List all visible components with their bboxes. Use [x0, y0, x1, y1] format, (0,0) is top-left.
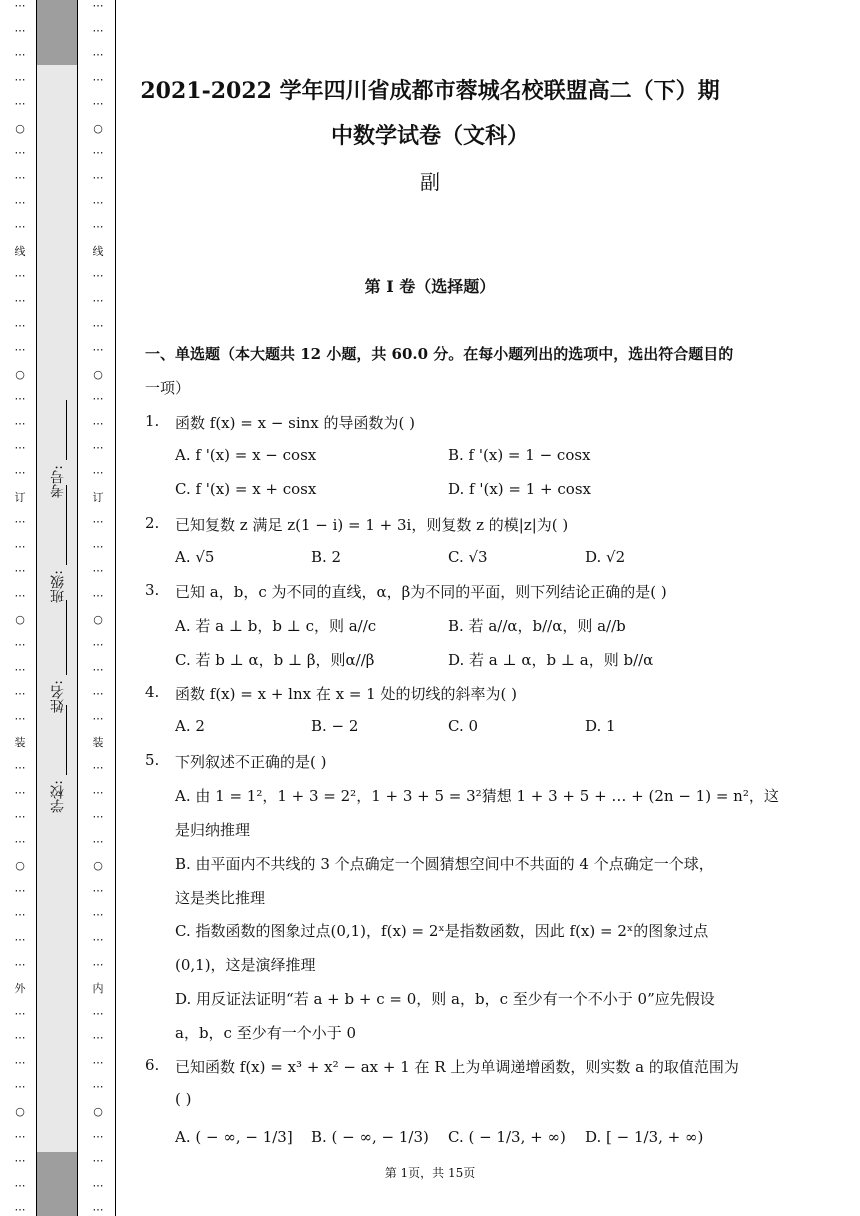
- outer-binding-mark: ⋯: [14, 1031, 26, 1045]
- inner-binding-mark: ⋯: [92, 171, 104, 185]
- outer-binding-marks: [11, 0, 29, 1216]
- exam-title-line1: 2021-2022 学年四川省成都市蓉城名校联盟高二（下）期: [140, 78, 720, 104]
- outer-binding-mark: ⋯: [14, 810, 26, 824]
- inner-binding-mark: ⋯: [92, 834, 104, 848]
- outer-binding-mark: ⋯: [14, 564, 26, 578]
- inner-binding-mark: ⋯: [92, 293, 104, 307]
- binding-gray-top: [37, 0, 77, 65]
- school-field-line[interactable]: [66, 705, 67, 775]
- q5-option-d[interactable]: D. 用反证法证明“若 a + b + c = 0，则 a，b，c 至少有一个不小于 0”应先假设: [175, 990, 715, 1008]
- outer-binding-mark: ⋯: [14, 1006, 26, 1020]
- inner-binding-mark: ⋯: [92, 220, 104, 234]
- inner-binding-mark: ○: [93, 367, 103, 381]
- inner-binding-mark: ⋯: [92, 760, 104, 774]
- school-label: 学校:: [50, 780, 66, 813]
- outer-binding-mark: ⋯: [14, 1154, 26, 1168]
- q4-number: 4.: [145, 683, 160, 701]
- inner-binding-mark: ⋯: [92, 465, 104, 479]
- inner-binding-mark: ⋯: [92, 1129, 104, 1143]
- inner-binding-mark: ⋯: [92, 1006, 104, 1020]
- outer-binding-mark: ⋯: [14, 711, 26, 725]
- q3-option-b[interactable]: B. 若 a//α，b//α，则 a//b: [448, 617, 626, 635]
- q1-stem: 函数 f(x) = x − sinx 的导函数为( ): [175, 414, 416, 432]
- outer-binding-mark: ⋯: [14, 171, 26, 185]
- q2-number: 2.: [145, 514, 160, 532]
- outer-binding-mark: ⋯: [14, 441, 26, 455]
- outer-binding-mark: ○: [15, 121, 25, 135]
- outer-binding-mark: ⋯: [14, 1129, 26, 1143]
- inner-binding-mark: ⋯: [92, 785, 104, 799]
- inner-binding-mark: ⋯: [92, 392, 104, 406]
- q3-option-c[interactable]: C. 若 b ⊥ α，b ⊥ β，则α//β: [175, 651, 375, 669]
- inner-binding-mark: ⋯: [92, 72, 104, 86]
- outer-binding-mark: ⋯: [14, 195, 26, 209]
- outer-binding-mark: 线: [14, 244, 26, 258]
- outer-binding-mark: ⋯: [14, 1055, 26, 1069]
- q3-option-a[interactable]: A. 若 a ⊥ b，b ⊥ c，则 a//c: [175, 617, 377, 635]
- q6-option-b[interactable]: B. ( − ∞, − 1/3): [311, 1128, 429, 1146]
- outer-binding-mark: ⋯: [14, 588, 26, 602]
- inner-binding-mark: ⋯: [92, 588, 104, 602]
- q4-stem: 函数 f(x) = x + lnx 在 x = 1 处的切线的斜率为( ): [175, 685, 517, 703]
- outer-binding-mark: ⋯: [14, 318, 26, 332]
- outer-binding-mark: ⋯: [14, 1178, 26, 1192]
- inner-binding-mark: ⋯: [92, 957, 104, 971]
- outer-binding-mark: ⋯: [14, 343, 26, 357]
- inner-binding-mark: 内: [92, 982, 104, 996]
- exam-no-field-line[interactable]: [66, 400, 67, 460]
- inner-binding-mark: ⋯: [92, 687, 104, 701]
- q2-option-a[interactable]: A. √5: [175, 548, 215, 566]
- inner-binding-mark: ⋯: [92, 1203, 104, 1216]
- q1-option-c[interactable]: C. f '(x) = x + cosx: [175, 480, 317, 498]
- inner-binding-mark: ⋯: [92, 146, 104, 160]
- outer-binding-mark: ⋯: [14, 834, 26, 848]
- q3-stem: 已知 a，b，c 为不同的直线，α，β为不同的平面，则下列结论正确的是( ): [175, 583, 667, 601]
- outer-binding-mark: ⋯: [14, 1080, 26, 1094]
- exam-title-line2: 中数学试卷（文科）: [330, 123, 529, 149]
- inner-binding-mark: ⋯: [92, 1031, 104, 1045]
- outer-binding-mark: ○: [15, 613, 25, 627]
- outer-binding-mark: ⋯: [14, 1203, 26, 1216]
- inner-binding-mark: ⋯: [92, 48, 104, 62]
- outer-binding-mark: 外: [14, 982, 26, 996]
- q5-option-a-cont: 是归纳推理: [175, 821, 251, 839]
- inner-binding-mark: ⋯: [92, 539, 104, 553]
- outer-binding-mark: ⋯: [14, 908, 26, 922]
- outer-binding-mark: ⋯: [14, 687, 26, 701]
- inner-binding-mark: ⋯: [92, 318, 104, 332]
- q4-option-d[interactable]: D. 1: [585, 717, 616, 735]
- part-heading-line1: 一、单选题（本大题共 12 小题，共 60.0 分。在每小题列出的选项中，选出符合题目的: [145, 345, 734, 363]
- inner-binding-mark: ⋯: [92, 269, 104, 283]
- inner-binding-mark: ⋯: [92, 416, 104, 430]
- outer-binding-mark: ⋯: [14, 760, 26, 774]
- inner-binding-mark: ○: [93, 613, 103, 627]
- inner-binding-mark: ⋯: [92, 1055, 104, 1069]
- q3-number: 3.: [145, 581, 160, 599]
- q6-option-d[interactable]: D. [ − 1/3, + ∞): [585, 1128, 704, 1146]
- inner-binding-mark: ○: [93, 1105, 103, 1119]
- outer-binding-mark: ⋯: [14, 785, 26, 799]
- q5-option-a[interactable]: A. 由 1 = 1²，1 + 3 = 2²，1 + 3 + 5 = 3²猜想 1 + 3 + 5 + … + (2n − 1) = n²，这: [175, 787, 779, 805]
- q5-option-b[interactable]: B. 由平面内不共线的 3 个点确定一个圆猜想空间中不共面的 4 个点确定一个球，: [175, 855, 714, 873]
- q4-option-b[interactable]: B. − 2: [311, 717, 359, 735]
- inner-binding-mark: ⋯: [92, 23, 104, 37]
- q2-option-d[interactable]: D. √2: [585, 548, 626, 566]
- outer-binding-mark: ⋯: [14, 932, 26, 946]
- inner-binding-mark: ○: [93, 121, 103, 135]
- outer-binding-mark: ⋯: [14, 662, 26, 676]
- q2-option-c[interactable]: C. √3: [448, 548, 488, 566]
- outer-binding-mark: ⋯: [14, 957, 26, 971]
- inner-binding-mark: ⋯: [92, 195, 104, 209]
- inner-binding-mark: ⋯: [92, 662, 104, 676]
- outer-binding-mark: ⋯: [14, 97, 26, 111]
- q5-option-b-cont: 这是类比推理: [175, 889, 266, 907]
- name-label: 姓名:: [50, 680, 66, 713]
- inner-binding-mark: ⋯: [92, 1154, 104, 1168]
- q5-number: 5.: [145, 751, 160, 769]
- inner-binding-mark: ⋯: [92, 1178, 104, 1192]
- inner-binding-mark: ○: [93, 859, 103, 873]
- inner-binding-mark: ⋯: [92, 638, 104, 652]
- inner-binding-mark: ⋯: [92, 564, 104, 578]
- inner-binding-mark: ⋯: [92, 711, 104, 725]
- binding-gray-bottom: [37, 1152, 77, 1216]
- binding-info-band: [37, 65, 77, 1152]
- inner-binding-mark: ⋯: [92, 0, 104, 12]
- inner-binding-mark: ⋯: [92, 883, 104, 897]
- inner-binding-mark: ⋯: [92, 343, 104, 357]
- q5-stem: 下列叙述不正确的是( ): [175, 753, 327, 771]
- q6-stem-cont: ( ): [175, 1090, 192, 1108]
- inner-binding-mark: ⋯: [92, 908, 104, 922]
- name-field-line[interactable]: [66, 600, 67, 675]
- inner-binding-mark: 线: [92, 244, 104, 258]
- outer-binding-mark: ⋯: [14, 72, 26, 86]
- outer-binding-mark: ⋯: [14, 515, 26, 529]
- inner-binding-mark: 装: [92, 736, 104, 750]
- page-number: 第 1页，共 15页: [384, 1166, 476, 1180]
- q2-stem: 已知复数 z 满足 z(1 − i) = 1 + 3i，则复数 z 的模|z|为( ): [175, 516, 569, 534]
- outer-binding-mark: 装: [14, 736, 26, 750]
- q1-option-b[interactable]: B. f '(x) = 1 − cosx: [448, 446, 591, 464]
- outer-binding-mark: ○: [15, 367, 25, 381]
- q6-stem: 已知函数 f(x) = x³ + x² − ax + 1 在 R 上为单调递增函数，则实数 a 的取值范围为: [175, 1058, 739, 1076]
- class-label: 班级:: [50, 570, 66, 603]
- outer-binding-mark: ⋯: [14, 48, 26, 62]
- outer-binding-mark: ⋯: [14, 269, 26, 283]
- outer-binding-mark: 订: [14, 490, 26, 504]
- q5-option-c-cont: (0,1)，这是演绎推理: [175, 956, 316, 974]
- outer-binding-mark: ○: [15, 1105, 25, 1119]
- q3-option-d[interactable]: D. 若 a ⊥ α，b ⊥ a，则 b//α: [448, 651, 654, 669]
- part-heading-line2: 一项）: [145, 379, 191, 397]
- q1-number: 1.: [145, 412, 160, 430]
- outer-binding-mark: ⋯: [14, 293, 26, 307]
- inner-binding-marks: [89, 0, 107, 1216]
- binding-border-3: [115, 0, 116, 1216]
- q6-option-a[interactable]: A. ( − ∞, − 1/3]: [175, 1128, 293, 1146]
- volume-heading: 第 I 卷（选择题）: [364, 277, 496, 296]
- outer-binding-mark: ⋯: [14, 539, 26, 553]
- inner-binding-mark: ⋯: [92, 1080, 104, 1094]
- q6-number: 6.: [145, 1056, 160, 1074]
- q5-option-d-cont: a，b，c 至少有一个小于 0: [175, 1024, 357, 1042]
- outer-binding-mark: ⋯: [14, 416, 26, 430]
- outer-binding-mark: ⋯: [14, 392, 26, 406]
- inner-binding-mark: ⋯: [92, 97, 104, 111]
- outer-binding-mark: ⋯: [14, 220, 26, 234]
- inner-binding-mark: ⋯: [92, 515, 104, 529]
- outer-binding-mark: ⋯: [14, 883, 26, 897]
- q1-option-d[interactable]: D. f '(x) = 1 + cosx: [448, 480, 591, 498]
- q6-option-c[interactable]: C. ( − 1/3, + ∞): [448, 1128, 566, 1146]
- inner-binding-mark: ⋯: [92, 810, 104, 824]
- q4-option-a[interactable]: A. 2: [175, 717, 205, 735]
- inner-binding-mark: ⋯: [92, 932, 104, 946]
- exam-no-label: 考号:: [50, 465, 66, 498]
- q1-option-a[interactable]: A. f '(x) = x − cosx: [175, 446, 317, 464]
- outer-binding-mark: ⋯: [14, 638, 26, 652]
- outer-binding-mark: ⋯: [14, 0, 26, 12]
- outer-binding-mark: ⋯: [14, 146, 26, 160]
- exam-subtitle: 副: [420, 170, 440, 194]
- outer-binding-mark: ⋯: [14, 23, 26, 37]
- inner-binding-mark: 订: [92, 490, 104, 504]
- q4-option-c[interactable]: C. 0: [448, 717, 479, 735]
- q5-option-c[interactable]: C. 指数函数的图象过点(0,1)，f(x) = 2ˣ是指数函数，因此 f(x) = 2ˣ的图象过点: [175, 922, 709, 940]
- outer-binding-mark: ⋯: [14, 465, 26, 479]
- binding-border-2: [77, 0, 78, 1216]
- outer-binding-mark: ○: [15, 859, 25, 873]
- inner-binding-mark: ⋯: [92, 441, 104, 455]
- q2-option-b[interactable]: B. 2: [311, 548, 342, 566]
